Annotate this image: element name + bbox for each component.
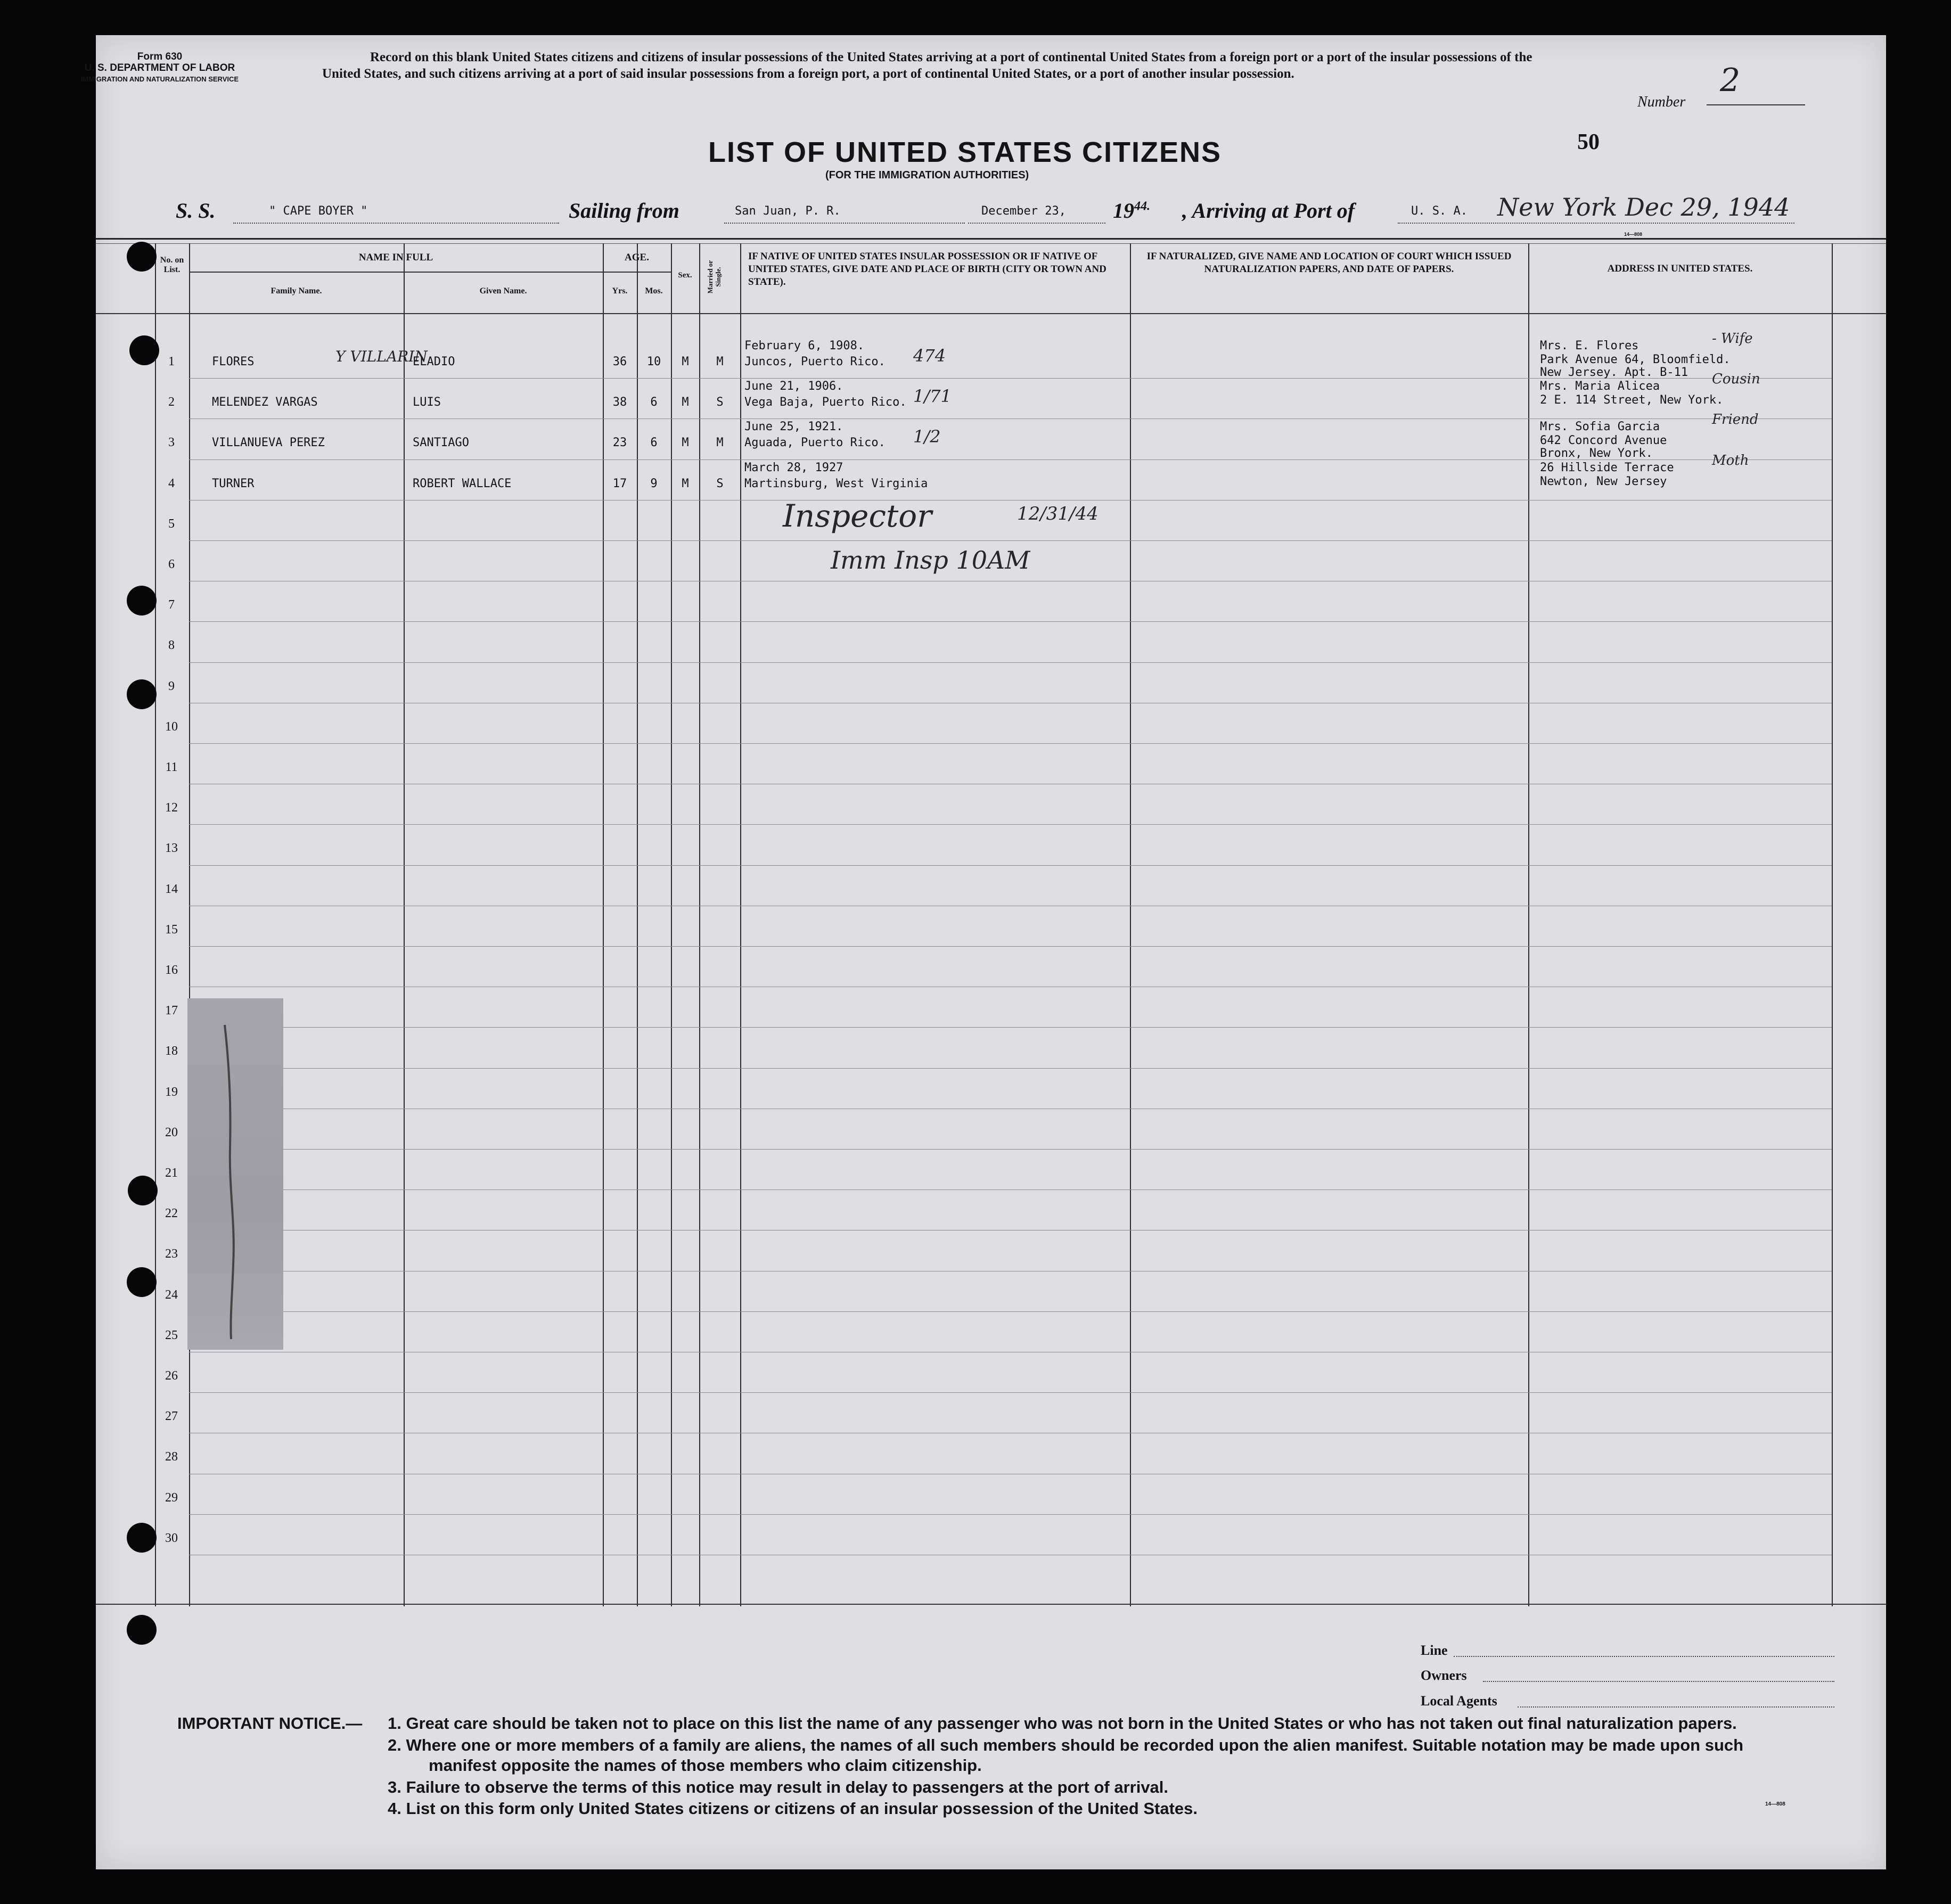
header-given-name: Given Name.: [479, 286, 527, 296]
row-number: 26: [165, 1369, 178, 1383]
address-line-3: Bronx, New York.: [1540, 447, 1653, 461]
header-name-in-full: NAME IN FULL: [358, 252, 433, 263]
sailing-label: Sailing from: [569, 199, 679, 223]
arriving-typed: U. S. A.: [1411, 204, 1468, 218]
department-name: U. S. DEPARTMENT OF LABOR: [84, 62, 235, 73]
row-rule: [189, 540, 1832, 541]
header-yrs: Yrs.: [612, 286, 628, 296]
year-prefix: 19: [1113, 199, 1134, 223]
inspector-signature: Inspector: [783, 498, 932, 534]
address-line-2: 2 E. 114 Street, New York.: [1540, 393, 1724, 407]
row-number: 17: [165, 1004, 178, 1018]
row-number: 24: [165, 1287, 178, 1302]
row-rule: [189, 824, 1832, 825]
row-number: 30: [165, 1531, 178, 1545]
birth-date-cell: June 21, 1906.: [744, 380, 843, 393]
number-underline: [1707, 104, 1805, 105]
age-years-cell: 17: [612, 477, 627, 490]
header-no-on-list: No. on List.: [160, 256, 184, 274]
row-number: 10: [165, 719, 178, 734]
col-divider-naturalized: [1130, 243, 1131, 1606]
print-code-bottom: 14—808: [1765, 1801, 1785, 1807]
arriving-handwritten: New York Dec 29, 1944: [1497, 193, 1790, 221]
address-line-3: New Jersey. Apt. B-11: [1540, 366, 1688, 379]
row-number: 14: [165, 882, 178, 896]
col-divider-birth: [740, 243, 741, 1606]
row-number: 8: [168, 638, 175, 653]
punch-hole-icon: [129, 335, 159, 365]
tear-mark-icon: [187, 998, 283, 1350]
arriving-label: , Arriving at Port of: [1182, 199, 1355, 223]
punch-hole-icon: [127, 1267, 157, 1297]
punch-hole-icon: [127, 1523, 157, 1553]
notice-heading: IMPORTANT NOTICE.—: [177, 1714, 363, 1733]
form-number: Form 630: [137, 51, 183, 62]
sailing-date-line: [968, 223, 1105, 224]
page-number: 50: [1577, 130, 1600, 154]
row-number: 27: [165, 1409, 178, 1424]
notice-item-4: 4. List on this form only United States citizens or citizens of an insular possession of the United States.: [388, 1799, 1198, 1818]
given-name-cell: ROBERT WALLACE: [413, 477, 512, 490]
row-rule: [189, 1311, 1832, 1312]
row-rule: [189, 743, 1832, 744]
sailing-port-line: [724, 223, 965, 224]
number-label: Number: [1637, 94, 1686, 110]
service-name: IMMIGRATION AND NATURALIZATION SERVICE: [80, 75, 239, 83]
address-line-1: Mrs. E. Flores: [1540, 339, 1639, 352]
row-number: 18: [165, 1044, 178, 1058]
header-bottom-rule: [96, 313, 1886, 314]
table-top-rule-2: [96, 243, 1886, 244]
row-number: 25: [165, 1328, 178, 1342]
owners-label: Owners: [1421, 1668, 1467, 1683]
page-subtitle: (FOR THE IMMIGRATION AUTHORITIES): [825, 169, 1029, 181]
punch-hole-icon: [128, 1176, 158, 1205]
birth-place-cell: Vega Baja, Puerto Rico.: [744, 396, 907, 409]
punch-hole-icon: [127, 1615, 157, 1645]
punch-hole-icon: [127, 586, 157, 615]
row-rule: [189, 418, 1832, 419]
address-note-handwritten: Friend: [1712, 412, 1759, 428]
row-number: 2: [168, 395, 175, 409]
family-name-cell: TURNER: [212, 477, 255, 490]
given-name-cell: LUIS: [413, 396, 441, 409]
family-name-note: Y VILLARIN: [335, 348, 428, 365]
row-rule: [189, 1189, 1832, 1190]
address-line-1: Mrs. Maria Alicea: [1540, 380, 1660, 393]
age-months-cell: 6: [650, 436, 658, 450]
col-divider-given: [404, 243, 405, 1606]
local-agents-field[interactable]: [1518, 1706, 1834, 1708]
sailing-date: December 23,: [981, 204, 1066, 218]
row-number: 11: [165, 760, 178, 774]
birth-note-handwritten: 474: [913, 346, 946, 366]
notice-item-1: 1. Great care should be taken not to place on this list the name of any passenger who was not born in the United States or who has not taken out final naturalization papers.: [388, 1714, 1737, 1733]
address-line-2: 642 Concord Avenue: [1540, 434, 1667, 448]
address-line-2: Newton, New Jersey: [1540, 474, 1667, 488]
family-name-cell: VILLANUEVA PEREZ: [212, 436, 325, 450]
punch-hole-icon: [127, 242, 157, 272]
header-married-single: Married or Single.: [706, 260, 722, 294]
line-label: Line: [1421, 1643, 1448, 1658]
row-number: 12: [165, 801, 178, 815]
row-rule: [189, 1027, 1832, 1028]
address-line-2: Park Avenue 64, Bloomfield.: [1540, 353, 1731, 366]
local-agents-label: Local Agents: [1421, 1693, 1497, 1709]
birth-date-cell: February 6, 1908.: [744, 339, 865, 352]
row-number: 6: [168, 557, 175, 571]
year-suffix: 44.: [1134, 199, 1150, 214]
row-number: 28: [165, 1450, 178, 1464]
address-note-handwritten: Moth: [1712, 452, 1749, 469]
row-number: 7: [168, 598, 175, 612]
owners-field[interactable]: [1483, 1681, 1834, 1682]
table-bottom-rule: [96, 1604, 1886, 1605]
year-field: [1113, 198, 1150, 223]
birth-note-handwritten: 1/2: [913, 426, 941, 447]
ship-name: " CAPE BOYER ": [269, 204, 368, 218]
row-number: 4: [168, 476, 175, 490]
row-rule: [189, 946, 1832, 947]
given-name-cell: ELADIO: [413, 355, 455, 368]
age-years-cell: 23: [612, 436, 627, 450]
birth-place-cell: Aguada, Puerto Rico.: [744, 436, 886, 450]
birth-place-cell: Juncos, Puerto Rico.: [744, 355, 886, 368]
row-rule: [189, 1068, 1832, 1069]
header-family-name: Family Name.: [270, 286, 322, 296]
family-name-cell: FLORES: [212, 355, 255, 368]
marital-status-cell: M: [716, 355, 724, 368]
row-number: 13: [165, 841, 178, 856]
marital-status-cell: S: [716, 477, 724, 490]
sex-cell: M: [682, 355, 689, 368]
birth-date-cell: June 25, 1921.: [744, 420, 843, 434]
header-naturalized: IF NATURALIZED, GIVE NAME AND LOCATION OF COURT WHICH ISSUED NATURALIZATION PAPERS, AND DATE OF PAPERS.: [1146, 251, 1512, 275]
address-note-handwritten: Cousin: [1712, 371, 1760, 388]
notice-item-2b: manifest opposite the names of those members who claim citizenship.: [429, 1756, 982, 1775]
address-line-1: Mrs. Sofia Garcia: [1540, 420, 1660, 434]
age-months-cell: 6: [650, 396, 658, 409]
row-number: 9: [168, 679, 175, 693]
row-number: 16: [165, 963, 178, 977]
address-note-handwritten: - Wife: [1712, 331, 1753, 347]
line-field[interactable]: [1454, 1656, 1834, 1657]
header-sex: Sex.: [678, 271, 692, 280]
col-divider-address: [1528, 243, 1529, 1606]
col-divider-mos: [637, 243, 638, 1606]
row-rule: [189, 1149, 1832, 1150]
header-address: ADDRESS IN UNITED STATES.: [1607, 263, 1753, 274]
row-number: 29: [165, 1490, 178, 1505]
sex-cell: M: [682, 396, 689, 409]
row-number: 22: [165, 1207, 178, 1221]
arriving-port-line: [1398, 223, 1794, 224]
header-age: AGE.: [625, 252, 649, 263]
sex-cell: M: [682, 477, 689, 490]
row-number: 23: [165, 1247, 178, 1261]
col-divider-right: [1832, 243, 1833, 1606]
row-number: 5: [168, 516, 175, 531]
col-divider-status: [699, 243, 700, 1606]
row-rule: [189, 865, 1832, 866]
sailing-port: San Juan, P. R.: [735, 204, 841, 218]
col-divider-family: [189, 243, 190, 1606]
row-number: 21: [165, 1166, 178, 1180]
inspector-date: 12/31/44: [1017, 503, 1099, 524]
print-code-top: 14—808: [1624, 232, 1643, 237]
family-name-cell: MELENDEZ VARGAS: [212, 396, 318, 409]
punch-hole-icon: [127, 679, 157, 709]
age-years-cell: 36: [612, 355, 627, 368]
marital-status-cell: M: [716, 436, 724, 450]
row-number: 3: [168, 436, 175, 450]
inspector-title: Imm Insp 10AM: [831, 546, 1030, 575]
number-value: 2: [1720, 62, 1741, 99]
record-instructions: Record on this blank United States citizens and citizens of insular possessions of the United States arriving at a port of continental United States from a foreign port or a port of the insular possessions of the United States, and such citizens arriving at a port of said insular possessions from a foreign port, a port of continental United States, or a port of another insular possession.: [322, 50, 1532, 81]
manifest-sheet: [96, 35, 1886, 1869]
marital-status-cell: S: [716, 396, 724, 409]
age-years-cell: 38: [612, 396, 627, 409]
notice-item-2a: 2. Where one or more members of a family are aliens, the names of all such members should be recorded upon the alien manifest. Suitable notation may be made upon such: [388, 1736, 1744, 1754]
row-rule: [189, 662, 1832, 663]
table-top-rule: [96, 238, 1886, 240]
row-number: 20: [165, 1125, 178, 1139]
tape-repair-stain: [187, 998, 283, 1350]
age-months-cell: 10: [646, 355, 661, 368]
row-rule: [189, 621, 1832, 622]
form-identifier: [80, 51, 240, 85]
row-number: 1: [168, 355, 175, 368]
notice-item-3: 3. Failure to observe the terms of this notice may result in delay to passengers at the port of arrival.: [388, 1778, 1169, 1796]
page-title: LIST OF UNITED STATES CITIZENS: [708, 136, 1222, 168]
sex-cell: M: [682, 436, 689, 450]
birth-date-cell: March 28, 1927: [744, 461, 843, 474]
ss-label: S. S.: [176, 199, 216, 223]
header-mos: Mos.: [645, 286, 663, 296]
ship-name-line: [233, 223, 559, 224]
row-number: 15: [165, 922, 178, 937]
row-rule: [189, 1514, 1832, 1515]
col-divider-yrs: [603, 243, 604, 1606]
age-months-cell: 9: [650, 477, 658, 490]
given-name-cell: SANTIAGO: [413, 436, 469, 450]
row-number: 19: [165, 1085, 178, 1099]
row-rule: [189, 1392, 1832, 1393]
birth-place-cell: Martinsburg, West Virginia: [744, 477, 928, 490]
birth-note-handwritten: 1/71: [913, 386, 952, 407]
address-line-1: 26 Hillside Terrace: [1540, 461, 1674, 474]
header-birth: IF NATIVE OF UNITED STATES INSULAR POSSESSION OR IF NATIVE OF UNITED STATES, GIVE DATE AND PLACE OF BIRTH (CITY OR TOWN AND STATE).: [748, 251, 1106, 288]
subheader-rule: [189, 272, 671, 273]
